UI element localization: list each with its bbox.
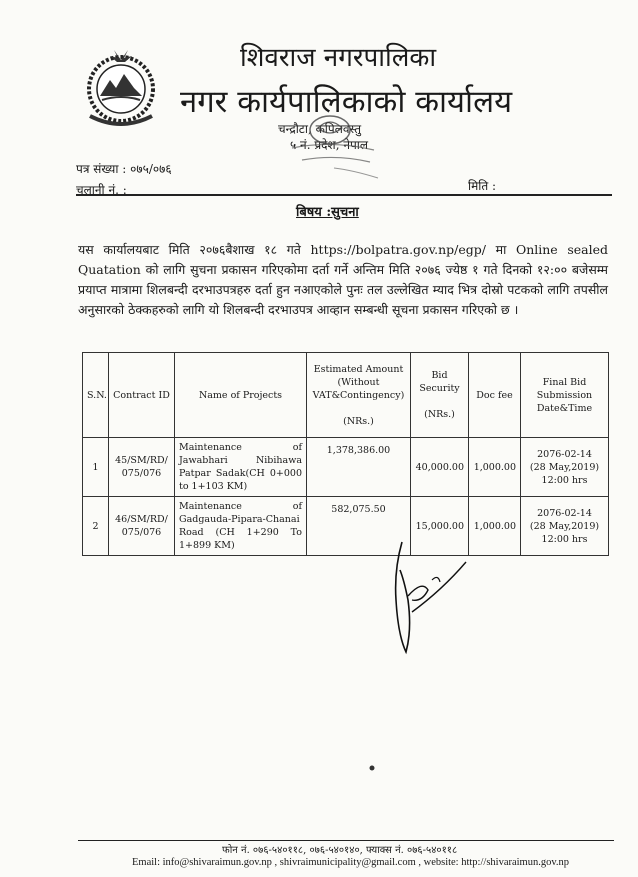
row-bid-security: 40,000.00: [411, 438, 469, 497]
dispatch-number: चलानी नं. :: [76, 183, 127, 197]
subject-heading: बिषय :सुचना: [296, 205, 359, 220]
row-time: 12:00 hrs: [541, 533, 588, 545]
scan-speck: [368, 764, 376, 772]
table-row: [83, 438, 609, 497]
header-estimated-amount-unit: (NRs.): [343, 415, 374, 427]
municipality-emblem: [78, 44, 164, 130]
row-date-ad: (28 May,2019): [529, 461, 600, 473]
header-contract-id: Contract ID: [109, 353, 175, 438]
footer-contact: Email: info@shivaraimun.gov.np , shivraimunicipality@gmail.com , website: http://shivaraimun.gov.np: [132, 857, 570, 868]
header-project: Name of Projects: [175, 353, 307, 438]
office-name: नगर कार्यपालिकाको कार्यालय: [180, 84, 513, 120]
header-divider: [76, 194, 612, 196]
row-estimated-amount: 1,378,386.00: [307, 438, 411, 497]
table-header-row: [83, 353, 609, 438]
header-estimated-amount: [307, 353, 411, 438]
footer-divider: [78, 840, 614, 841]
header-bid-security: [411, 353, 469, 438]
row-doc-fee: 1,000.00: [469, 497, 521, 556]
office-stamp: [282, 104, 388, 184]
reference-number: पत्र संख्या : ०७५/०७६: [76, 162, 172, 176]
row-contract-id: 46/SM/RD/ 075/076: [109, 497, 175, 556]
row-estimated-amount: 582,075.50: [307, 497, 411, 556]
header-bid-security-unit: (NRs.): [424, 409, 455, 420]
address-line2: ५ नं. प्रदेश, नेपाल: [290, 138, 369, 152]
row-project: Maintenance of Gadgauda-Pipara-Chanai Road (CH 1+290 To 1+899 KM): [175, 497, 307, 556]
row-date-ad: (28 May,2019): [529, 520, 600, 532]
row-final-bid: [521, 438, 609, 497]
signature: [382, 540, 502, 660]
row-date: 2076-02-14: [537, 507, 592, 519]
notice-body: यस कार्यालयबाट मिति २०७६बैशाख १८ गते https://bolpatra.gov.np/egp/ मा Online sealed Quatation को लागि सुचना प्रकासन गरिएकोमा दर्ता गर्ने अन्तिम मिति २०७६ ज्येष्ठ १ गते दिनको १२:०० बजेसम्म प्रयाप्त मात्रामा शिलबन्दी दरभाउपत्रहरु दर्ता हुन नआएकोले पुनः तल उल्लेखित म्याद भित्र दोस्रो पटकको लागि तपसील अनुसारको ठेक्कहरुको लागि यो शिलबन्दी दरभाउपत्र आव्हान सम्बन्धी सूचना प्रकासन गरिएको छ ।: [78, 242, 608, 317]
header-doc-fee: Doc fee: [469, 353, 521, 438]
header-estimated-amount-label: Estimated Amount (Without VAT&Contingency): [312, 363, 405, 401]
footer-phone: फोन नं. ०७६-५४०११८, ०७६-५४०१४०, फ्याक्स नं. ०७६-५४०११८: [222, 845, 458, 856]
date-label: मिति :: [468, 179, 497, 193]
row-final-bid: [521, 497, 609, 556]
org-name: शिवराज नगरपालिका: [240, 43, 437, 73]
row-sn: 2: [83, 497, 109, 556]
table-row: [83, 497, 609, 556]
row-doc-fee: 1,000.00: [469, 438, 521, 497]
header-sn: S.N.: [83, 353, 109, 438]
address-line1: चन्द्रौटा, कपिलवस्तु: [278, 122, 362, 136]
row-sn: 1: [83, 438, 109, 497]
row-bid-security: 15,000.00: [411, 497, 469, 556]
tender-table: [82, 352, 609, 556]
header-final-bid: Final Bid Submission Date&Time: [521, 353, 609, 438]
row-project: Maintenance of Jawabhari Nibihawa Patpar Sadak(CH 0+000 to 1+103 KM): [175, 438, 307, 497]
header-bid-security-label: Bid Security: [419, 370, 460, 394]
row-contract-id: 45/SM/RD/ 075/076: [109, 438, 175, 497]
row-date: 2076-02-14: [537, 448, 592, 460]
row-time: 12:00 hrs: [541, 474, 588, 486]
